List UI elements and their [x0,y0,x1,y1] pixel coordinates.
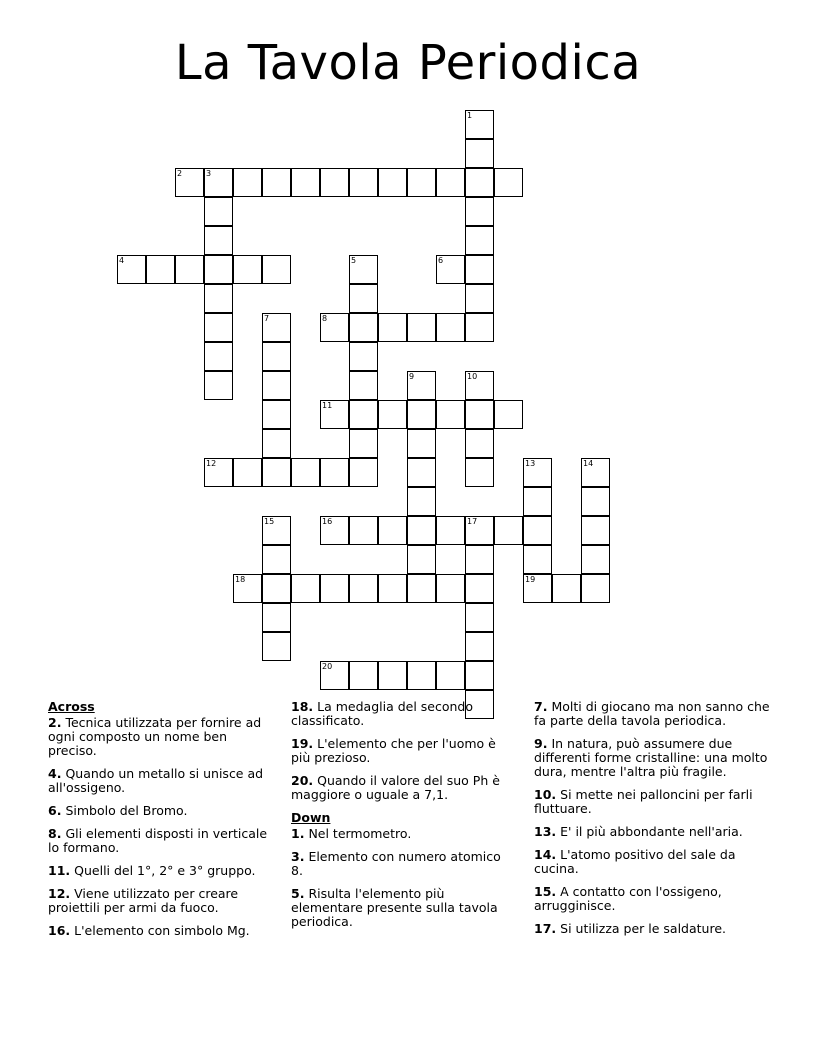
grid-cell[interactable] [320,458,349,487]
clue-text: Simbolo del Bromo. [65,803,188,818]
grid-cell[interactable] [349,400,378,429]
grid-cell[interactable] [349,168,378,197]
grid-cell[interactable] [349,255,378,284]
grid-cell[interactable] [378,661,407,690]
grid-cell[interactable] [262,545,291,574]
grid-cell[interactable] [552,574,581,603]
grid-cell[interactable] [465,284,494,313]
grid-cell[interactable] [407,429,436,458]
clue-number: 9 [409,372,415,381]
clue-number: 8 [322,314,328,323]
clue-text: A contatto con l'ossigeno, arrugginisce. [534,884,722,913]
clue [534,848,774,876]
clue-number: 17 [467,517,478,526]
clue-number-label: 14. [534,847,557,862]
grid-cell[interactable] [378,516,407,545]
clue-text: Quando il valore del suo Ph è maggiore o uguale a 7,1. [291,773,500,802]
grid-cell[interactable] [407,661,436,690]
clue [291,700,513,728]
clue [534,737,774,779]
clue-number: 18 [235,575,246,584]
grid-cell[interactable] [523,574,552,603]
clue-number: 13 [525,459,536,468]
grid-cell[interactable] [465,255,494,284]
grid-cell[interactable] [349,574,378,603]
grid-cell[interactable] [378,168,407,197]
grid-cell[interactable] [436,255,465,284]
grid-cell[interactable] [320,661,349,690]
clue-number-label: 13. [534,824,557,839]
grid-cell[interactable] [465,429,494,458]
grid-cell[interactable] [465,661,494,690]
grid-cell[interactable] [407,458,436,487]
grid-cell[interactable] [523,516,552,545]
clue-number: 12 [206,459,217,468]
clue [48,864,270,878]
clue-number: 16 [322,517,333,526]
clue-number-label: 9. [534,736,548,751]
clue-number-label: 20. [291,773,314,788]
grid-cell[interactable] [378,313,407,342]
clue-number: 20 [322,662,333,671]
grid-cell[interactable] [465,574,494,603]
grid-cell[interactable] [262,429,291,458]
clue-text: Quelli del 1°, 2° e 3° gruppo. [74,863,256,878]
clue-number-label: 3. [291,849,305,864]
grid-cell[interactable] [465,371,494,400]
clue [48,924,270,938]
clue-text: Quando un metallo si unisce ad all'ossigeno. [48,766,264,795]
grid-cell[interactable] [465,400,494,429]
clue-number: 7 [264,314,270,323]
grid-cell[interactable] [233,458,262,487]
grid-cell[interactable] [291,168,320,197]
grid-cell[interactable] [436,400,465,429]
clue-number: 10 [467,372,478,381]
grid-cell[interactable] [465,603,494,632]
clue-number: 6 [438,256,444,265]
clue-number-label: 5. [291,886,305,901]
clue [534,825,774,839]
clue-text: Viene utilizzato per creare proiettili per armi da fuoco. [48,886,239,915]
clue-text: La medaglia del secondo classificato. [291,699,474,728]
grid-cell[interactable] [146,255,175,284]
grid-cell[interactable] [262,313,291,342]
clue-text: Tecnica utilizzata per fornire ad ogni composto un nome ben preciso. [48,715,262,758]
clue-text: L'elemento con simbolo Mg. [74,923,250,938]
clue-text: L'atomo positivo del sale da cucina. [534,847,736,876]
grid-cell[interactable] [175,255,204,284]
grid-cell[interactable] [233,168,262,197]
grid-cell[interactable] [465,197,494,226]
clue-number-label: 7. [534,699,548,714]
grid-cell[interactable] [291,458,320,487]
grid-cell[interactable] [349,429,378,458]
clues-column-1 [48,700,270,947]
clues-column-2 [291,700,513,938]
grid-cell[interactable] [407,371,436,400]
grid-cell[interactable] [262,400,291,429]
grid-cell[interactable] [494,168,523,197]
down-header: Down [291,810,331,825]
clue-number: 5 [351,256,357,265]
clue [291,737,513,765]
grid-cell[interactable] [581,516,610,545]
grid-cell[interactable] [349,342,378,371]
grid-cell[interactable] [204,342,233,371]
grid-cell[interactable] [407,313,436,342]
grid-cell[interactable] [523,458,552,487]
grid-cell[interactable] [320,574,349,603]
grid-cell[interactable] [436,168,465,197]
grid-cell[interactable] [233,574,262,603]
clue [48,767,270,795]
grid-cell[interactable] [465,516,494,545]
grid-cell[interactable] [349,458,378,487]
clue [291,827,513,841]
puzzle-title: La Tavola Periodica [174,35,642,91]
clue-number: 4 [119,256,125,265]
clue-text: Risulta l'elemento più elementare presente sulla tavola periodica. [291,886,498,929]
clue-number-label: 16. [48,923,71,938]
grid-cell[interactable] [349,371,378,400]
clue-number-label: 1. [291,826,305,841]
clue [291,850,513,878]
clue [48,804,270,818]
clue-text: Gli elementi disposti in verticale lo formano. [48,826,268,855]
grid-cell[interactable] [117,255,146,284]
grid-cell[interactable] [465,313,494,342]
grid-cell[interactable] [407,545,436,574]
clue [48,716,270,758]
grid-cell[interactable] [581,458,610,487]
clue-text: Molti di giocano ma non sanno che fa parte della tavola periodica. [534,699,770,728]
clue-number: 19 [525,575,536,584]
clue-number-label: 15. [534,884,557,899]
grid-cell[interactable] [262,371,291,400]
grid-cell[interactable] [407,168,436,197]
grid-cell[interactable] [204,255,233,284]
clue [534,885,774,913]
grid-cell[interactable] [204,226,233,255]
clue-text: Nel termometro. [308,826,412,841]
grid-cell[interactable] [465,458,494,487]
clue [291,887,513,929]
clue-text: In natura, può assumere due differenti forme cristalline: una molto dura, mentre l'altra più fragile. [534,736,768,779]
grid-cell[interactable] [407,574,436,603]
grid-cell[interactable] [465,632,494,661]
grid-cell[interactable] [349,313,378,342]
grid-cell[interactable] [581,574,610,603]
grid-cell[interactable] [262,342,291,371]
clue-number-label: 17. [534,921,557,936]
clue-text: E' il più abbondante nell'aria. [560,824,743,839]
grid-cell[interactable] [204,371,233,400]
grid-cell[interactable] [204,313,233,342]
grid-cell[interactable] [262,632,291,661]
clue-number: 1 [467,111,473,120]
grid-cell[interactable] [204,197,233,226]
grid-cell[interactable] [175,168,204,197]
grid-cell[interactable] [262,168,291,197]
grid-cell[interactable] [436,574,465,603]
clue-text: L'elemento che per l'uomo è più prezioso. [291,736,496,765]
clues-column-3 [534,700,774,945]
clue-number-label: 12. [48,886,71,901]
grid-cell[interactable] [262,458,291,487]
clue-number-label: 10. [534,787,557,802]
clue-number: 11 [322,401,333,410]
grid-cell[interactable] [291,574,320,603]
clue-number: 3 [206,169,212,178]
grid-cell[interactable] [436,516,465,545]
grid-cell[interactable] [320,516,349,545]
across-header: Across [48,699,95,714]
grid-cell[interactable] [581,545,610,574]
clue [48,887,270,915]
grid-cell[interactable] [349,661,378,690]
grid-cell[interactable] [204,458,233,487]
grid-cell[interactable] [262,574,291,603]
grid-cell[interactable] [204,168,233,197]
clue-text: Si utilizza per le saldature. [560,921,726,936]
clue-number: 14 [583,459,594,468]
grid-cell[interactable] [581,487,610,516]
grid-cell[interactable] [465,139,494,168]
clue-number-label: 18. [291,699,314,714]
grid-cell[interactable] [494,516,523,545]
grid-cell[interactable] [349,284,378,313]
clue-number: 2 [177,169,183,178]
clue-number-label: 6. [48,803,62,818]
grid-cell[interactable] [465,226,494,255]
grid-cell[interactable] [233,255,262,284]
grid-cell[interactable] [494,400,523,429]
clue-text: Si mette nei palloncini per farli fluttuare. [534,787,753,816]
grid-cell[interactable] [320,313,349,342]
clue [48,827,270,855]
clue [534,788,774,816]
grid-cell[interactable] [262,255,291,284]
clue-text: Elemento con numero atomico 8. [291,849,501,878]
grid-cell[interactable] [349,516,378,545]
clue-number-label: 19. [291,736,314,751]
grid-cell[interactable] [465,545,494,574]
grid-cell[interactable] [407,516,436,545]
grid-cell[interactable] [204,284,233,313]
grid-cell[interactable] [436,313,465,342]
grid-cell[interactable] [262,516,291,545]
clue [534,922,774,936]
clue [291,774,513,802]
clue [534,700,774,728]
grid-cell[interactable] [523,545,552,574]
grid-cell[interactable] [523,487,552,516]
grid-cell[interactable] [465,168,494,197]
clue-number-label: 4. [48,766,62,781]
grid-cell[interactable] [436,661,465,690]
grid-cell[interactable] [320,168,349,197]
grid-cell[interactable] [262,603,291,632]
clue-number-label: 8. [48,826,62,841]
clue-number-label: 11. [48,863,71,878]
grid-cell[interactable] [465,110,494,139]
grid-cell[interactable] [378,400,407,429]
clue-number-label: 2. [48,715,62,730]
grid-cell[interactable] [407,487,436,516]
clue-number: 15 [264,517,275,526]
grid-cell[interactable] [320,400,349,429]
grid-cell[interactable] [378,574,407,603]
grid-cell[interactable] [407,400,436,429]
